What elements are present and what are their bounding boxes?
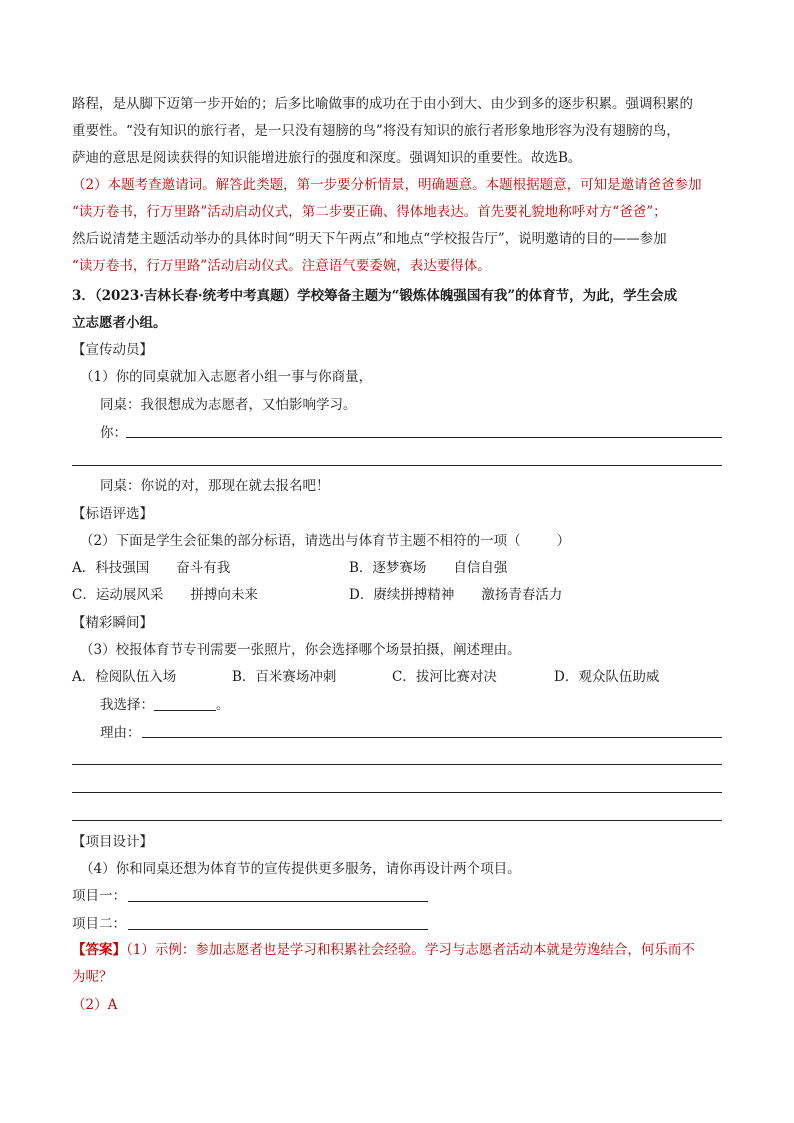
explanation-line-3: 萨迪的意思是阅读获得的知识能增进旅行的强度和深度。强调知识的重要性。故选B。 <box>72 150 582 166</box>
q3-reason-label: 理由： <box>100 725 141 741</box>
q3-option-b[interactable]: B．百米赛场冲刺 <box>232 669 337 685</box>
explanation-line-5: “读万卷书，行万里路”活动启动仪式，第二步要正确、得体地表达。首先要礼貌地称呼对方“爸爸”； <box>72 204 667 220</box>
q3-choose-end: 。 <box>216 697 230 713</box>
q4-item1-label: 项目一： <box>72 888 126 904</box>
q1-deskmate-reply: 同桌：你说的对，那现在就去报名吧！ <box>100 478 330 494</box>
q1-deskmate-line: 同桌：我很想成为志愿者，又怕影响学习。 <box>100 397 357 413</box>
q2-option-b[interactable]: B．逐梦赛场 自信自强 <box>349 560 508 576</box>
explanation-line-7: “读万卷书，行万里路”活动启动仪式。注意语气要委婉，表达要得体。 <box>72 258 491 274</box>
q4-prompt: （4）你和同桌还想为体育节的宣传提供更多服务，请你再设计两个项目。 <box>80 861 521 877</box>
section-heading-slogan: 【标语评选】 <box>72 506 153 522</box>
q3-prompt: （3）校报体育节专刊需要一张照片，你会选择哪个场景拍摄，阐述理由。 <box>80 642 521 658</box>
q1-answer-line-2[interactable] <box>72 465 722 466</box>
answer-line-2: 为呢？ <box>72 969 113 985</box>
question-title-line-1: 3．（2023·吉林长春·统考中考真题）学校筹备主题为“锻炼体魄强国有我”的体育节，为此，学生会成 <box>72 288 678 304</box>
answer-line-3: （2）A <box>72 997 118 1013</box>
q3-reason-line-2[interactable] <box>72 764 722 765</box>
explanation-line-2: 重要性。“没有知识的旅行者，是一只没有翅膀的鸟”将没有知识的旅行者形象地形容为没有翅膀的鸟， <box>72 123 680 139</box>
q2-paren-close: ） <box>556 533 571 549</box>
q2-prompt-wrap <box>80 528 722 555</box>
explanation-line-6: 然后说清楚主题活动举办的具体时间“明天下午两点”和地点“学校报告厅”，说明邀请的目的——参加 <box>72 231 667 247</box>
q3-option-c[interactable]: C．拔河比赛对决 <box>392 669 497 685</box>
q3-reason-line-1[interactable] <box>142 737 722 738</box>
q4-item2-line[interactable] <box>128 929 428 930</box>
section-heading-propaganda: 【宣传动员】 <box>72 342 153 358</box>
q2-prompt: （2）下面是学生会征集的部分标语，请选出与体育节主题不相符的一项（ <box>80 533 521 549</box>
answer-label: 【答案】 <box>72 942 126 958</box>
q1-prompt: （1）你的同桌就加入志愿者小组一事与你商量， <box>80 369 373 385</box>
q3-option-d[interactable]: D．观众队伍助威 <box>554 669 660 685</box>
question-title-line-2: 立志愿者小组。 <box>72 315 167 331</box>
q3-choose-blank[interactable] <box>154 694 216 711</box>
q4-item1-line[interactable] <box>128 901 428 902</box>
section-heading-project: 【项目设计】 <box>72 834 153 850</box>
q3-option-a[interactable]: A．检阅队伍入场 <box>72 669 177 685</box>
q2-option-d[interactable]: D．赓续拼搏精神 激扬青春活力 <box>349 587 563 603</box>
answer-text-1: （1）示例：参加志愿者也是学习和积累社会经验。学习与志愿者活动本就是劳逸结合，何乐而不 <box>126 942 695 958</box>
answer-line-1 <box>72 937 722 964</box>
section-heading-moment: 【精彩瞬间】 <box>72 615 153 631</box>
explanation-line-4: （2）本题考查邀请词。解答此类题，第一步要分析情景，明确题意。本题根据题意，可知是邀请爸爸参加 <box>72 177 702 193</box>
q1-you-label: 你： <box>100 425 127 441</box>
q2-option-c[interactable]: C．运动展风采 拼搏向未来 <box>72 587 258 603</box>
q3-reason-line-4[interactable] <box>72 820 722 821</box>
q3-reason-line-3[interactable] <box>72 792 722 793</box>
q2-option-a[interactable]: A．科技强国 奋斗有我 <box>72 560 231 576</box>
q4-item2-label: 项目二： <box>72 916 126 932</box>
explanation-line-1: 路程，是从脚下迈第一步开始的；后多比喻做事的成功在于由小到大、由少到多的逐步积累。强调积累的 <box>72 96 693 112</box>
q3-choose-label: 我选择： <box>100 697 154 713</box>
q3-choose-row <box>100 692 722 719</box>
q1-answer-line-1[interactable] <box>126 437 722 438</box>
